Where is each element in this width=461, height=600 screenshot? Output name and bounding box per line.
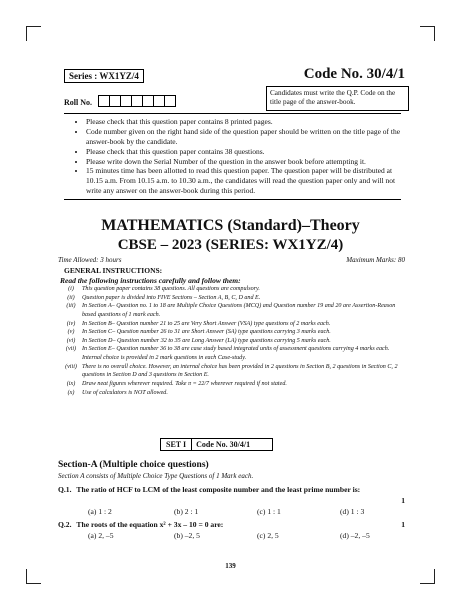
code-number: Code No. 30/4/1 [303,66,405,82]
paper-title: MATHEMATICS (Standard)–Theory [101,217,360,234]
instruction-text: In Section D– Question number 32 to 35 are Long Answer (LA) type questions carrying 5 marks each. [82,337,331,344]
instruction-number: (iii) [66,303,76,310]
option-c: (c) 1 : 1 [257,507,281,516]
paper-subtitle: CBSE – 2023 (SERIES: WX1YZ/4) [117,237,344,253]
general-instruction-item [60,345,407,362]
option-d: (d) –2, –5 [340,531,370,540]
instruction-text: In Section B– Question number 21 to 25 are Very Short Answer (VSA) type questions of 2 marks each. [82,320,331,327]
question-2-mark: 1 [401,520,405,529]
option-d: (d) 1 : 3 [340,507,365,516]
instruction-text: Use of calculators is NOT allowed. [82,389,168,396]
general-instruction-item [60,320,407,329]
candidate-note: Candidates must write the Q.P. Code on the title page of the answer-book. [266,86,409,111]
option-c: (c) 2, 5 [257,531,279,540]
set-code: Code No. 30/4/1 [192,438,273,451]
instruction-text: Draw neat figures wherever required. Take π = 22/7 wherever required if not stated. [82,381,287,388]
crop-mark-top-left [26,26,41,41]
general-instruction-item [60,389,407,398]
general-instructions-heading: GENERAL INSTRUCTIONS: [64,266,163,275]
general-instruction-item [60,294,407,303]
instruction-number: (ii) [67,294,75,301]
question-1-mark: 1 [401,496,405,505]
general-instructions-subheading: Read the following instructions carefully and follow them: [60,276,241,285]
check-instruction-item: • Please write down the Serial Number of the question in the answer book before attempting it. [86,157,401,167]
instruction-text: In Section E– Question number 36 to 38 are case study based integrated units of assessment questions carrying 4 marks each. Internal choice is provided in 2 mark questions in each Case-study. [82,346,390,362]
general-instruction-item [60,328,407,337]
general-instructions-list [60,285,407,397]
question-number: Q.1. [58,485,72,494]
instruction-text: This question paper contains 38 questions. All questions are compulsory. [82,286,260,292]
crop-mark-top-right [420,26,435,41]
option-b: (b) 2 : 1 [174,507,199,516]
maximum-marks: Maximum Marks: 80 [346,256,405,264]
question-2-options [88,531,370,540]
instruction-text: There is no overall choice. However, an internal choice has been provided in 2 questions in Section B, 2 questions in Section C, 2 questions in Section D and 3 questions in Section E. [82,363,398,379]
check-instruction-item: • Please check that this question paper contains 38 questions. [86,147,401,157]
series-label: Series : WX1YZ/4 [64,69,144,83]
question-number: Q.2. [58,520,72,529]
roll-number-boxes [98,95,175,107]
option-a: (a) 2, –5 [88,531,114,540]
instruction-number: (i) [68,286,74,292]
page-number: 139 [225,562,236,570]
general-instruction-item [60,363,407,380]
crop-mark-bottom-left [26,569,41,584]
instruction-text: In Section A– Question no. 1 to 18 are Multiple Choice Questions (MCQ) and Question number 19 and 20 are Assertion-Reason based questions of 1 mark each. [82,303,396,318]
question-2 [58,520,223,529]
check-instructions-box [64,113,401,200]
general-instruction-item [60,380,407,389]
question-1-options [88,507,364,516]
instruction-number: (vi) [66,337,76,344]
check-instruction-item: • Code number given on the right hand side of the question paper should be written on the title page of the answer-book by the candidate. [86,127,401,147]
set-label: SET I [160,438,192,451]
instruction-text: In Section C– Question number 26 to 31 are Short Answer (SA) type questions carrying 3 marks each. [82,329,331,336]
check-instructions-list [64,117,401,196]
option-a: (a) 1 : 2 [88,507,112,516]
instruction-text: Question paper is divided into FIVE Sections – Section A, B, C, D and E. [82,294,261,301]
general-instruction-item [60,337,407,346]
general-instruction-item [60,302,407,319]
instruction-number: (x) [67,389,75,396]
section-heading: Section-A (Multiple choice questions) [58,460,209,470]
instruction-number: (iv) [66,320,76,327]
question-text: The roots of the equation x² + 3x – 10 = 0 are: [76,520,224,529]
crop-mark-bottom-right [420,569,435,584]
check-instruction-item: • 15 minutes time has been allotted to read this question paper. The question paper will be distributed at 10.15 a.m. From 10.15 a.m. to 10.30 a.m., the candidates will read the question paper only and will not write any answer on the answer-book during this period. [86,166,401,196]
instruction-number: (ix) [66,381,76,388]
general-instruction-item [60,285,407,294]
section-subheading: Section A consists of Multiple Choice Type Questions of 1 Mark each. [58,472,254,480]
question-1 [58,485,360,494]
instruction-number: (vii) [65,346,77,353]
question-text: The ratio of HCF to LCM of the least composite number and the least prime number is: [76,485,361,494]
instruction-number: (v) [67,329,75,336]
set-label-box [160,438,273,451]
roll-number-box[interactable] [164,95,176,107]
option-b: (b) –2, 5 [174,531,200,540]
roll-number-label: Roll No. [64,98,92,107]
check-instruction-item: • Please check that this question paper contains 8 printed pages. [86,117,401,127]
instruction-number: (viii) [65,363,77,370]
time-allowed: Time Allowed: 3 hours [58,256,122,264]
